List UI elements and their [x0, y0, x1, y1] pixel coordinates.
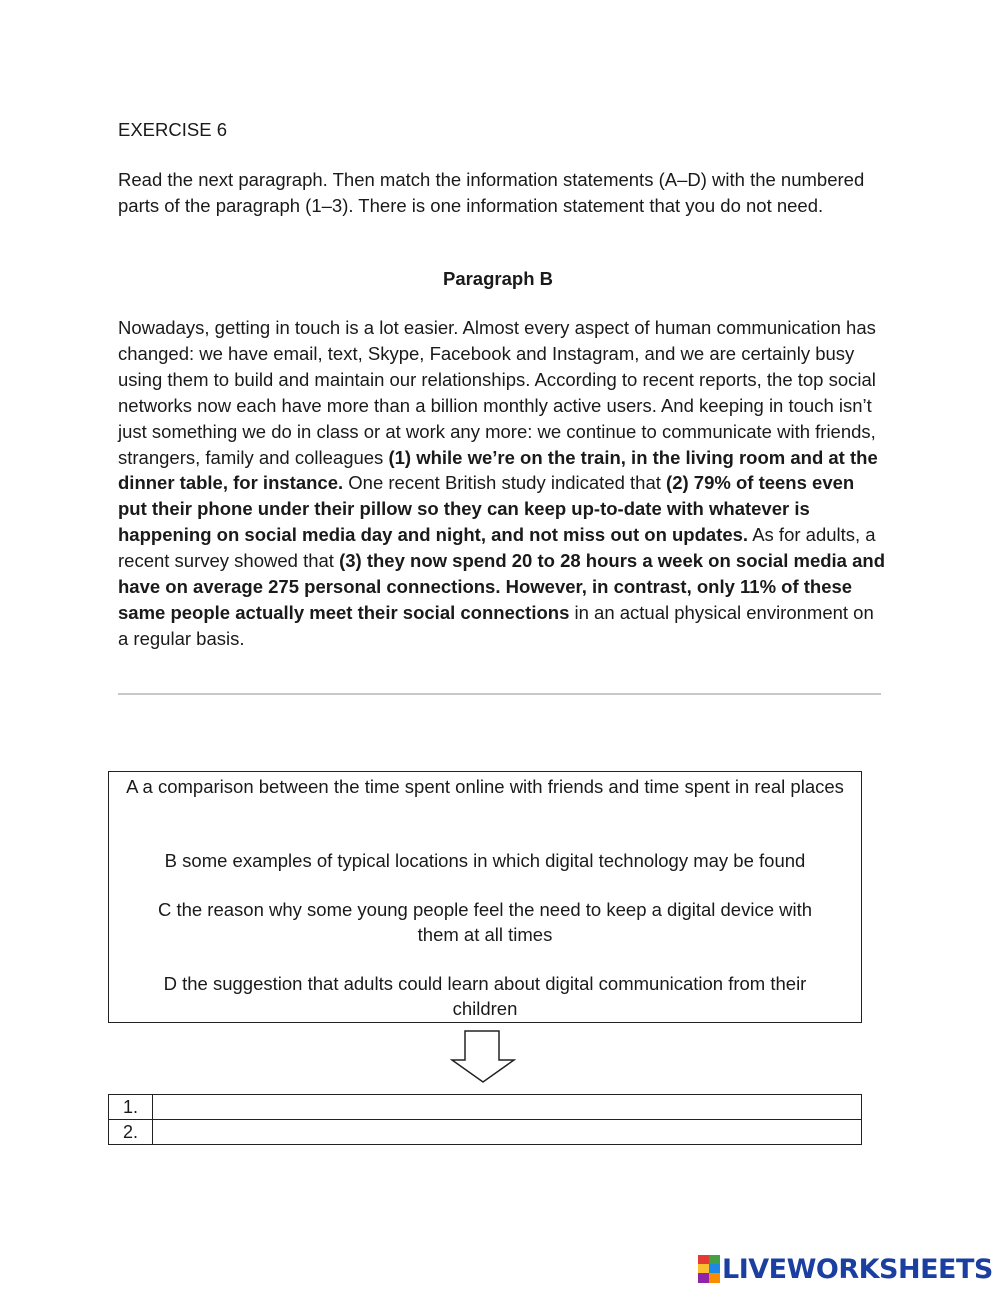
answer-field-1[interactable]: [153, 1095, 862, 1120]
statements-box: [108, 771, 862, 1023]
logo-text: LIVEWORKSHEETS: [722, 1253, 993, 1285]
paragraph-body: [118, 315, 888, 652]
answer-number: 2.: [109, 1120, 153, 1145]
answer-row-1: [109, 1095, 862, 1120]
paragraph-segment: One recent British study indicated that: [343, 472, 667, 494]
paragraph-segment: in an actual physical environment on a regular basis.: [118, 601, 874, 649]
liveworksheets-logo-icon: [698, 1255, 720, 1283]
logo-color-square: [709, 1255, 720, 1264]
statement-d[interactable]: D the suggestion that adults could learn about digital communication from their children: [163, 973, 807, 1019]
logo-color-square: [709, 1273, 720, 1283]
statement-a[interactable]: A a comparison between the time spent online with friends and time spent in real places: [126, 776, 844, 797]
logo-color-square: [698, 1273, 709, 1283]
liveworksheets-logo[interactable]: [698, 1254, 993, 1284]
logo-color-square: [698, 1255, 709, 1264]
answer-field-2[interactable]: [153, 1120, 862, 1145]
instructions-text: Read the next paragraph. Then match the information statements (A–D) with the numbered parts of the paragraph (1–3). There is one information statement that you do not need.: [118, 169, 865, 216]
statement-c[interactable]: C the reason why some young people feel the need to keep a digital device with them at all times: [157, 899, 813, 945]
paragraph-part-1: (1) while we’re on the train, in the living room and at the dinner table, for instance.: [118, 446, 878, 494]
paragraph-heading: Paragraph B: [442, 268, 553, 289]
paragraph-part-2: (2) 79% of teens even put their phone under their pillow so they can keep up-to-date with whatever is happening on social media day and night, and not miss out on updates.: [118, 472, 855, 546]
paragraph-part-3: (3) they now spend 20 to 28 hours a week on social media and have on average 275 personal connections. However, in contrast, only 11% of these same people actually meet their social connections: [118, 550, 885, 623]
logo-color-square: [709, 1264, 720, 1273]
statement-b[interactable]: B some examples of typical locations in which digital technology may be found: [164, 850, 806, 871]
paragraph-segment: As for adults, a recent survey showed that: [118, 524, 876, 572]
answer-table: [108, 1094, 862, 1145]
exercise-title: EXERCISE 6: [118, 119, 227, 140]
section-divider: [118, 693, 881, 695]
logo-color-square: [698, 1264, 709, 1273]
answer-row-2: [109, 1120, 862, 1145]
down-arrow-icon: [450, 1030, 516, 1084]
answer-number: 1.: [109, 1095, 153, 1120]
paragraph-segment: Nowadays, getting in touch is a lot easier. Almost every aspect of human communication has changed: we have email, text, Skype, Facebook and Instagram, and we are certainly busy using them to build and maintain our relationships. According to recent reports, the top social networks now each have more than a billion monthly active users. And keeping in touch isn’t just something we do in class or at work any more: we continue to communicate with friends, strangers, family and colleagues: [118, 317, 876, 468]
